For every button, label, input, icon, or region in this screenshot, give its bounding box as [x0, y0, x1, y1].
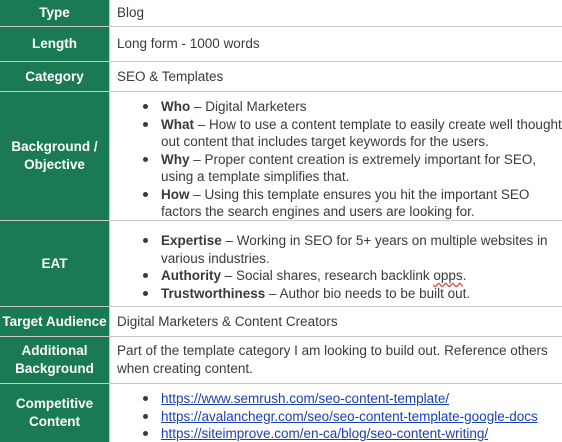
list-item-authority: Authority – Social shares, research backlink opps.: [117, 267, 562, 285]
competitive-link-item: [117, 408, 538, 426]
competitive-link-avalanchegr[interactable]: https://avalanchegr.com/seo/seo-content-template-google-docs: [161, 408, 538, 424]
background-list: [117, 98, 562, 220]
list-item-what: What – How to use a content template to easily create well thought out content that includes target keywords for the users.: [117, 116, 562, 151]
competitive-label-line1: Competitive: [15, 396, 94, 411]
row-category: [0, 62, 562, 92]
target-audience-label: Target Audience: [0, 307, 110, 336]
type-label: Type: [0, 0, 110, 26]
row-length: [0, 27, 562, 62]
competitive-link-item: [117, 390, 538, 408]
row-background-objective: [0, 92, 562, 221]
additional-label-line2: Background: [15, 361, 94, 376]
eat-list: [117, 232, 562, 302]
list-item-how: How – Using this template ensures you hit the important SEO factors the search engines and users are looking for.: [117, 186, 562, 221]
competitive-links-list: [117, 390, 538, 442]
competitive-link-siteimprove[interactable]: https://siteimprove.com/en-ca/blog/seo-content-writing/: [161, 426, 489, 441]
additional-background-value: [110, 337, 562, 383]
competitive-content-value: [110, 384, 562, 442]
list-item-who: Who – Digital Marketers: [117, 98, 562, 116]
background-objective-label: [0, 92, 110, 220]
eat-value: [110, 221, 562, 306]
background-label-line2: Objective: [24, 157, 85, 172]
spellcheck-word[interactable]: opps: [433, 268, 463, 283]
row-additional-background: [0, 337, 562, 384]
additional-label-line1: Additional: [21, 343, 88, 358]
competitive-link-semrush[interactable]: https://www.semrush.com/seo-content-template/: [161, 391, 450, 406]
list-item-expertise: Expertise – Working in SEO for 5+ years on multiple websites in various industries.: [117, 232, 562, 267]
eat-label: EAT: [0, 221, 110, 306]
additional-background-label: [0, 337, 110, 383]
list-item-why: Why – Proper content creation is extremely important for SEO, using a template simplifies that.: [117, 151, 562, 186]
background-objective-value: [110, 92, 562, 220]
type-value: Blog: [117, 5, 145, 20]
additional-background-text: Part of the template category I am looking to build out. Reference others when creating content.: [117, 343, 548, 376]
length-value: Long form - 1000 words: [117, 36, 260, 51]
background-label-line1: Background /: [11, 139, 98, 154]
row-target-audience: [0, 307, 562, 337]
row-type: [0, 0, 562, 27]
row-competitive-content: [0, 384, 562, 442]
category-value: SEO & Templates: [117, 68, 224, 84]
target-audience-value: Digital Marketers & Content Creators: [117, 313, 338, 329]
length-label: Length: [0, 27, 110, 61]
category-label: Category: [0, 62, 110, 91]
competitive-label-line2: Content: [28, 414, 80, 429]
competitive-link-item: [117, 425, 538, 442]
competitive-content-label: [0, 384, 110, 442]
row-eat: [0, 221, 562, 307]
list-item-trustworthiness: Trustworthiness – Author bio needs to be built out.: [117, 285, 562, 303]
